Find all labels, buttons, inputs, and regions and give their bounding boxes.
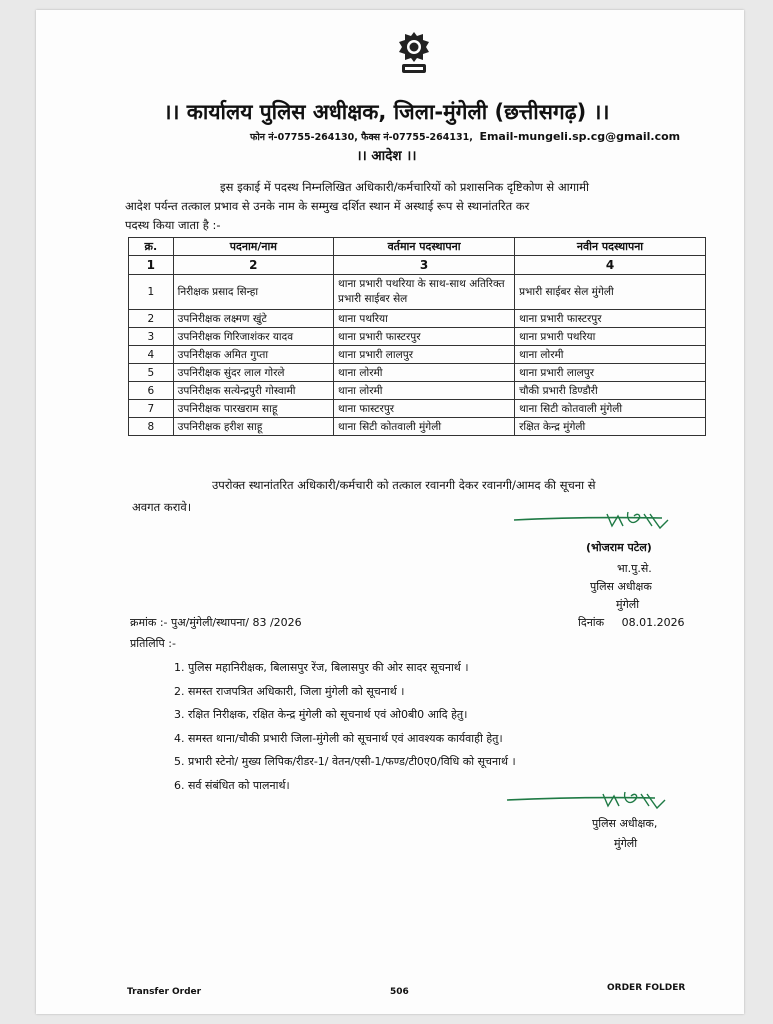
current-post-cell: थाना पथरिया [334,310,515,328]
current-post-cell: थाना प्रभारी फास्टरपुर [334,328,515,346]
order-heading: ।। आदेश ।। [356,148,417,164]
intro-paragraph [125,178,589,235]
signatory-designation: पुलिस अधीक्षक [590,580,652,593]
name-cell: उपनिरीक्षक हरीश साहू [173,418,333,436]
column-header: नवीन पदस्थापना [515,238,706,256]
office-title: ।। कार्यालय पुलिस अधीक्षक, जिला-मुंगेली (छत्तीसगढ़) ।। [163,100,610,124]
table-row [129,400,706,418]
date-value: 08.01.2026 [621,616,685,629]
table-row [129,364,706,382]
list-item: 3. रक्षित निरीक्षक, रक्षित केन्द्र मुंगेली को सूचनार्थ एवं ओ0बी0 आदि हेतु। [174,708,468,721]
name-cell: उपनिरीक्षक अमित गुप्ता [173,346,333,364]
signatory-place: मुंगेली [616,598,640,611]
new-post-cell: थाना लोरमी [515,346,706,364]
serial-cell: 7 [129,400,174,418]
new-post-cell: थाना प्रभारी लालपुर [515,364,706,382]
police-emblem-logo [396,30,432,78]
date-line [578,615,685,630]
column-header: वर्तमान पदस्थापना [334,238,515,256]
column-number-row [129,256,706,275]
serial-cell: 6 [129,382,174,400]
signatory-name: (भोजराम पटेल) [586,541,652,554]
current-post-cell: थाना सिटी कोतवाली मुंगेली [334,418,515,436]
table-row [129,346,706,364]
new-post-cell: चौकी प्रभारी डिण्डौरी [515,382,706,400]
column-header: पदनाम/नाम [173,238,333,256]
date-label: दिनांक [578,616,605,629]
new-post-cell: थाना प्रभारी फास्टरपुर [515,310,706,328]
footer-left-label: Transfer Order [127,987,202,997]
footer-right-label: ORDER FOLDER [607,983,686,993]
table-row [129,418,706,436]
name-cell: निरीक्षक प्रसाद सिन्हा [173,275,333,310]
phone-number: फोन नं-07755-264130, [250,132,358,143]
column-number: 1 [129,256,174,275]
current-post-cell: थाना लोरमी [334,364,515,382]
serial-cell: 2 [129,310,174,328]
signature-mark [512,506,692,536]
list-item: 5. प्रभारी स्टेनो/ मुख्य लिपिक/रीडर-1/ वेतन/एसी-1/फण्ड/टी0ए0/विधि को सूचनार्थ । [174,755,516,768]
email-address: Email-mungeli.sp.cg@gmail.com [479,130,681,143]
name-cell: उपनिरीक्षक सत्येन्द्रपुरी गोस्वामी [173,382,333,400]
intro-line: पदस्थ किया जाता है :- [125,218,221,232]
name-cell: उपनिरीक्षक पारखराम साहू [173,400,333,418]
current-post-cell: थाना प्रभारी पथरिया के साथ-साथ अतिरिक्त प्रभारी साईबर सेल [334,275,515,310]
copy-list [174,656,516,797]
name-cell: उपनिरीक्षक गिरिजाशंकर यादव [173,328,333,346]
closing-line: उपरोक्त स्थानांतरित अधिकारी/कर्मचारी को तत्काल रवानगी देकर रवानगी/आमद की सूचना से [212,478,596,492]
serial-cell: 4 [129,346,174,364]
list-item: 6. सर्व संबंधित को पालनार्थ। [174,778,290,792]
table-row [129,275,706,310]
current-post-cell: थाना फास्टरपुर [334,400,515,418]
transfer-table [128,237,706,436]
new-post-cell: प्रभारी साईबर सेल मुंगेली [515,275,706,310]
table-row [129,310,706,328]
name-cell: उपनिरीक्षक सुंदर लाल गोरले [173,364,333,382]
serial-cell: 8 [129,418,174,436]
signatory-service: भा.पु.से. [617,562,652,575]
column-header: क्र. [129,238,174,256]
list-item: 1. पुलिस महानिरीक्षक, बिलासपुर रेंज, बिलासपुर की ओर सादर सूचनार्थ । [174,661,469,674]
table-header-row [129,238,706,256]
intro-line: आदेश पर्यन्त तत्काल प्रभाव से उनके नाम के सम्मुख दर्शित स्थान में अस्थाई रूप से स्थानांतरित कर [125,199,530,213]
serial-cell: 3 [129,328,174,346]
fax-number: फैक्स नं-07755-264131, [361,132,473,143]
name-cell: उपनिरीक्षक लक्ष्मण खुंटे [173,310,333,328]
new-post-cell: थाना सिटी कोतवाली मुंगेली [515,400,706,418]
column-number: 2 [173,256,333,275]
list-item: 2. समस्त राजपत्रित अधिकारी, जिला मुंगेली को सूचनार्थ । [174,684,405,698]
contact-line [250,130,680,143]
reference-number: क्रमांक :- पुअ/मुंगेली/स्थापना/ 83 /2026 [130,616,302,629]
new-post-cell: रक्षित केन्द्र मुंगेली [515,418,706,436]
serial-cell: 1 [129,275,174,310]
list-item: 4. समस्त थाना/चौकी प्रभारी जिला-मुंगेली को सूचनार्थ एवं आवश्यक कार्यवाही हेतु। [174,731,503,745]
column-number: 3 [334,256,515,275]
copy-label: प्रतिलिपि :- [130,637,176,650]
table-row [129,328,706,346]
page-number: 506 [390,987,409,997]
bottom-signatory-place: मुंगेली [614,837,638,850]
serial-cell: 5 [129,364,174,382]
column-number: 4 [515,256,706,275]
table-row [129,382,706,400]
bottom-signatory-designation: पुलिस अधीक्षक, [592,817,658,830]
current-post-cell: थाना प्रभारी लालपुर [334,346,515,364]
closing-line: अवगत करावे। [132,500,192,514]
intro-line: इस इकाई में पदस्थ निम्नलिखित अधिकारी/कर्मचारियों को प्रशासनिक दृष्टिकोण से आगामी [220,180,589,194]
current-post-cell: थाना लोरमी [334,382,515,400]
signature-mark [505,786,685,814]
new-post-cell: थाना प्रभारी पथरिया [515,328,706,346]
